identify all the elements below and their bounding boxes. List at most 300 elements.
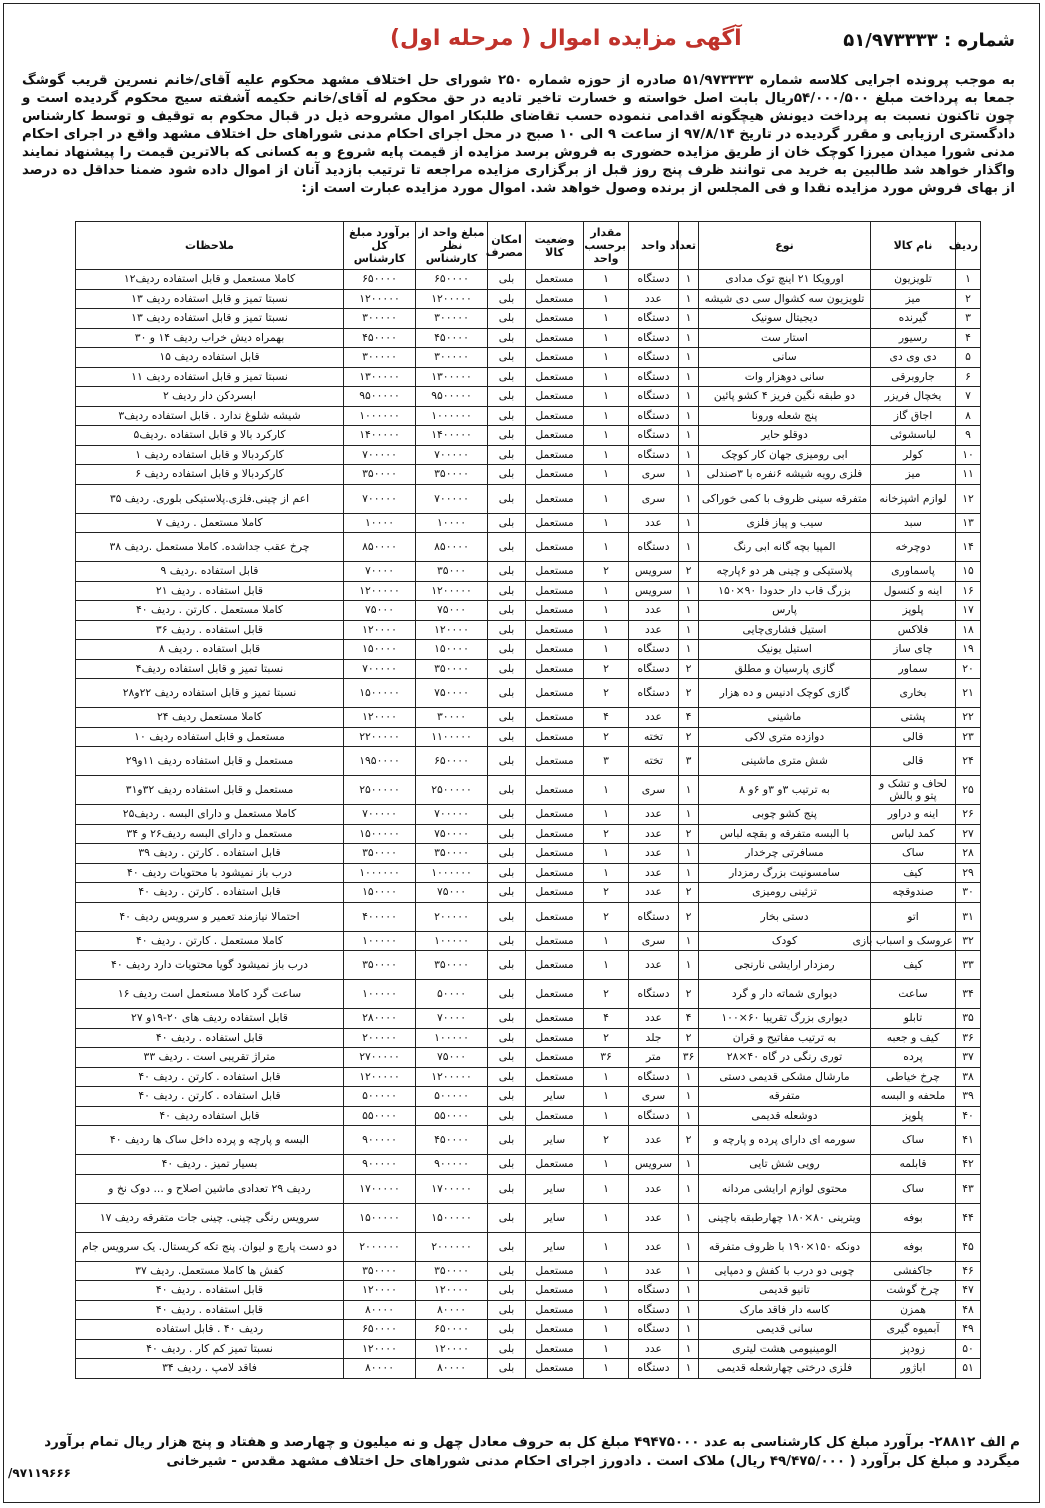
table-row <box>76 727 981 747</box>
table-cell: ۱۵۰۰۰۰ <box>416 640 488 660</box>
table-cell: دستگاه <box>629 1320 679 1340</box>
table-cell: ۲ <box>956 289 981 309</box>
table-cell: ۱ <box>679 1232 699 1261</box>
table-cell: ۸۵۰۰۰۰ <box>416 533 488 562</box>
table-cell: مارشال مشکی قدیمی دستی <box>699 1067 871 1087</box>
table-cell: ۱ <box>679 805 699 825</box>
table-cell: مستعمل <box>526 348 584 368</box>
table-cell: مستعمل و قابل استفاده ردیف ۱۰ <box>76 727 344 747</box>
table-cell: ۱ <box>679 1339 699 1359</box>
table-cell: ۴۴ <box>956 1203 981 1232</box>
table-cell: عدد <box>629 1339 679 1359</box>
table-row <box>76 844 981 864</box>
table-cell: ۲ <box>679 1028 699 1048</box>
table-cell: ۱ <box>584 1203 629 1232</box>
table-row <box>76 708 981 728</box>
table-cell: عدد <box>629 1203 679 1232</box>
table-cell: مستعمل <box>526 387 584 407</box>
table-cell: بلی <box>488 805 526 825</box>
table-cell: ۱۴۰۰۰۰۰ <box>344 426 416 446</box>
table-row <box>76 1174 981 1203</box>
table-cell: عدد <box>629 289 679 309</box>
table-cell: ۱۰۰۰۰۰ <box>416 931 488 951</box>
table-cell: ساک <box>871 844 956 864</box>
table-row <box>76 309 981 329</box>
table-cell: ۳۵۰۰۰۰ <box>416 465 488 485</box>
table-row <box>76 289 981 309</box>
table-cell: ۱ <box>679 951 699 980</box>
table-cell: ۱ <box>584 844 629 864</box>
table-cell: ۴ <box>956 328 981 348</box>
table-cell: ۱ <box>679 484 699 513</box>
table-cell: ۱۲۰۰۰۰ <box>344 620 416 640</box>
table-cell: ۱ <box>584 270 629 290</box>
table-cell: ۱۵۰۰۰۰۰ <box>416 1203 488 1232</box>
table-cell: ۳۵۰۰۰۰ <box>416 659 488 679</box>
table-cell: کاملا مستعمل . کارتن . ردیف ۴۰ <box>76 601 344 621</box>
table-cell: ۲ <box>584 727 629 747</box>
table-cell: ۲۸ <box>956 844 981 864</box>
table-cell: الومینیومی هشت لیتری <box>699 1339 871 1359</box>
table-cell: ۳۶ <box>584 1048 629 1068</box>
table-cell: ۴ <box>679 708 699 728</box>
table-cell: بلی <box>488 679 526 708</box>
table-cell: بلی <box>488 659 526 679</box>
table-cell: ۱ <box>679 601 699 621</box>
table-cell: ۳۵۰۰۰ <box>416 562 488 582</box>
table-cell: تخته <box>629 747 679 776</box>
table-cell: کارکرد بالا و قابل استفاده .ردیف۵ <box>76 426 344 446</box>
table-cell: بلی <box>488 1232 526 1261</box>
table-cell: عدد <box>629 824 679 844</box>
table-cell: بلی <box>488 484 526 513</box>
table-cell: مستعمل <box>526 406 584 426</box>
table-cell: ۱ <box>584 533 629 562</box>
table-cell: ۶۵۰۰۰۰ <box>416 1320 488 1340</box>
table-cell: مستعمل <box>526 1359 584 1379</box>
table-cell: ۱ <box>584 776 629 805</box>
table-cell: دی وی دی <box>871 348 956 368</box>
table-cell: تلویزیون <box>871 270 956 290</box>
table-cell: بلی <box>488 1155 526 1175</box>
table-cell: قابل استفاده . کارتن . ردیف ۴۰ <box>76 1087 344 1107</box>
table-cell: مستعمل <box>526 863 584 883</box>
column-header: وضعیت کالا <box>526 222 584 270</box>
table-cell: ۵۵۰۰۰۰ <box>416 1106 488 1126</box>
table-cell: ۳۱ <box>956 902 981 931</box>
table-cell: فاقد لامپ . ردیف ۳۴ <box>76 1359 344 1379</box>
table-cell: ۱ <box>679 1087 699 1107</box>
table-cell: نسبتا تمیز و قابل استفاده ردیف۴ <box>76 659 344 679</box>
table-cell: ۳۵۰۰۰۰ <box>344 465 416 485</box>
table-cell: ۱ <box>679 1359 699 1379</box>
table-cell: بلی <box>488 902 526 931</box>
table-cell: بلی <box>488 406 526 426</box>
table-cell: ۱۰۰۰۰۰۰ <box>416 863 488 883</box>
table-cell: ۱ <box>584 805 629 825</box>
table-cell: ۲ <box>584 1028 629 1048</box>
table-cell: مستعمل <box>526 270 584 290</box>
table-cell: کاملا مستعمل ردیف ۲۴ <box>76 708 344 728</box>
table-cell: ۱ <box>584 601 629 621</box>
table-cell: ۴۰ <box>956 1106 981 1126</box>
table-cell: سری <box>629 484 679 513</box>
table-cell: کیف <box>871 951 956 980</box>
table-cell: ۱ <box>584 309 629 329</box>
table-cell: مستعمل <box>526 289 584 309</box>
table-cell: بسیار تمیز . ردیف ۴۰ <box>76 1155 344 1175</box>
table-cell: مستعمل <box>526 1339 584 1359</box>
table-body <box>76 270 981 1379</box>
table-cell: مستعمل <box>526 883 584 903</box>
table-cell: ۱۲۰۰۰۰ <box>416 1281 488 1301</box>
table-cell: ۲۵ <box>956 776 981 805</box>
table-cell: عدد <box>629 601 679 621</box>
table-cell: ۱ <box>679 289 699 309</box>
table-cell: ۷۵۰۰۰ <box>416 883 488 903</box>
intro-paragraph: به موجب پرونده اجرایی کلاسه شماره ۵۱/۹۷۳۳۳۳ صادره از حوزه شماره ۲۵۰ شورای حل اختلاف مشهد محکوم علیه آقای/خانم نسرین قریب گوشگ جمعا به پرداخت مبلغ ۵۴/۰۰۰/۵۰۰ریال بابت اصل خواسته و خسارت تاخیر تادیه در حق محکوم له آقای/خانم حکیمه آشفته سیج محکوم گردیده است و چون تاکنون نسبت به پرداخت دیونش هیچگونه اقدامی ننموده حسب تقاضای طلبکار اموال مشروحه ذیل در قبال محکوم به توقیف و توسط کارشناس دادگستری ارزیابی و مقرر گردیده در تاریخ ۹۷/۸/۱۴ از ساعت ۹ الی ۱۰ صبح در محل اجرای احکام مدنی شوراهای حل اختلاف مشهد واقع در اجرای احکام مدنی شورا میدان میرزا کوچک خان از طریق مزایده حضوری به فروش برسد مزایده از قیمت پایه شروع و به کسانی که بالاترین قیمت را پیشنهاد نمایند واگذار خواهد شد طالبین به خرید می توانند ظرف پنج روز قبل از برگزاری مزایده مراجعه تا ترتیب بازدید آنان از اموال داده شود ضمنا حداقل ده درصد از بهای فروش مورد مزایده نقدا و فی المجلس از برنده وصول خواهد شد. اموال مورد مزایده عبارت است از: <box>22 73 1016 196</box>
table-cell: ۷۵۰۰۰۰ <box>416 824 488 844</box>
table-cell: ۵۰ <box>956 1339 981 1359</box>
table-cell: بلی <box>488 844 526 864</box>
table-cell: مستعمل <box>526 1106 584 1126</box>
table-cell: ۱۰۰۰۰۰۰ <box>344 406 416 426</box>
table-cell: المپیا بچه گانه ابی رنگ <box>699 533 871 562</box>
table-cell: عدد <box>629 1261 679 1281</box>
table-cell: ۴۶ <box>956 1261 981 1281</box>
table-cell: بلی <box>488 931 526 951</box>
table-cell: دستگاه <box>629 328 679 348</box>
table-cell: ۴۵ <box>956 1232 981 1261</box>
table-cell: ۱۲۰۰۰۰۰ <box>416 289 488 309</box>
table-cell: ۱ <box>679 465 699 485</box>
table-cell: ۳۵ <box>956 1009 981 1029</box>
table-cell: متفرقه سینی ظروف با کمی خوراکی <box>699 484 871 513</box>
table-cell: ۵۱ <box>956 1359 981 1379</box>
table-cell: دستگاه <box>629 1106 679 1126</box>
table-cell: بلی <box>488 824 526 844</box>
table-cell: ۳۰۰۰۰۰ <box>344 348 416 368</box>
table-cell: عدد <box>629 513 679 533</box>
table-cell: سانی قدیمی <box>699 1320 871 1340</box>
table-cell: چای ساز <box>871 640 956 660</box>
table-cell: دوازده متری لاکی <box>699 727 871 747</box>
table-cell: مستعمل <box>526 1009 584 1029</box>
table-cell: مستعمل <box>526 1048 584 1068</box>
table-cell: ۱ <box>679 533 699 562</box>
table-cell: ۲۳ <box>956 727 981 747</box>
table-cell: ۴ <box>584 1009 629 1029</box>
table-cell: ۱ <box>584 1232 629 1261</box>
table-cell: قابل استفاده . ردیف ۸ <box>76 640 344 660</box>
table-cell: کیف <box>871 863 956 883</box>
table-cell: کفش ها کاملا مستعمل. ردیف ۳۷ <box>76 1261 344 1281</box>
table-cell: ۷۰۰۰۰ <box>416 1009 488 1029</box>
table-cell: مستعمل <box>526 601 584 621</box>
table-cell: توری رنگی در گاه ۴۰×۲۸ <box>699 1048 871 1068</box>
table-cell: ۷۰۰۰۰۰ <box>416 445 488 465</box>
table-cell: مستعمل <box>526 679 584 708</box>
table-row <box>76 581 981 601</box>
table-cell: جلد <box>629 1028 679 1048</box>
table-cell: سرویس رنگی چینی. چینی جات متفرقه ردیف ۱۷ <box>76 1203 344 1232</box>
table-row <box>76 1126 981 1155</box>
table-cell: دستگاه <box>629 1281 679 1301</box>
table-cell: میز <box>871 465 956 485</box>
table-cell: استار ست <box>699 328 871 348</box>
table-cell: ۱۲۰۰۰۰۰ <box>344 581 416 601</box>
auction-items-table <box>75 221 981 1379</box>
table-cell: بلی <box>488 1339 526 1359</box>
column-header: مقدار برحسب واحد <box>584 222 629 270</box>
table-cell: ابسردکن دار ردیف ۲ <box>76 387 344 407</box>
table-cell: عدد <box>629 708 679 728</box>
table-cell: ۱۰ <box>956 445 981 465</box>
table-cell: ۵۰۰۰۰۰ <box>344 1087 416 1107</box>
table-cell: قابل استفاده . ردیف ۴۰ <box>76 1028 344 1048</box>
table-cell: ساعت گرد کاملا مستعمل است ردیف ۱۶ <box>76 980 344 1009</box>
table-cell: فلاکس <box>871 620 956 640</box>
table-cell: ۱ <box>679 931 699 951</box>
table-cell: ۲ <box>584 1126 629 1155</box>
table-row <box>76 465 981 485</box>
table-cell: دستگاه <box>629 1067 679 1087</box>
table-cell: ۲ <box>679 824 699 844</box>
table-cell: مستعمل <box>526 1281 584 1301</box>
table-cell: سرویس <box>629 562 679 582</box>
table-cell: ۷۰۰۰۰۰ <box>344 484 416 513</box>
table-cell: دستگاه <box>629 445 679 465</box>
table-cell: عدد <box>629 1126 679 1155</box>
table-cell: ۲۰۰۰۰۰ <box>344 1028 416 1048</box>
table-cell: اینه و کنسول <box>871 581 956 601</box>
table-cell: سماور <box>871 659 956 679</box>
table-cell: دستگاه <box>629 980 679 1009</box>
table-cell: سامسونیت بزرگ رمزدار <box>699 863 871 883</box>
table-cell: ۹ <box>956 426 981 446</box>
table-cell: رمزدار ارایشی نارنجی <box>699 951 871 980</box>
table-cell: کارکردبالا و قابل استفاده ردیف ۶ <box>76 465 344 485</box>
table-cell: تلویزیون سه کشوال سی دی شیشه <box>699 289 871 309</box>
table-cell: اورویکا ۲۱ اینچ توک مدادی <box>699 270 871 290</box>
table-cell: ۱ <box>584 1359 629 1379</box>
table-cell: ۱ <box>584 863 629 883</box>
notice-number: شماره : ۵۱/۹۷۳۳۳۳ <box>843 30 1015 51</box>
table-cell: ۸۵۰۰۰۰ <box>344 533 416 562</box>
table-cell: احتمالا نیازمند تعمیر و سرویس ردیف ۴۰ <box>76 902 344 931</box>
table-cell: ۶۵۰۰۰۰ <box>344 1320 416 1340</box>
table-cell: ۱۰۰۰۰۰۰ <box>416 406 488 426</box>
table-cell: ۱۶ <box>956 581 981 601</box>
table-cell: سرویس <box>629 581 679 601</box>
table-cell: کیف و جعبه <box>871 1028 956 1048</box>
table-cell: ۴۹ <box>956 1320 981 1340</box>
table-row <box>76 387 981 407</box>
table-cell: اینه و دراور <box>871 805 956 825</box>
table-cell: بلی <box>488 348 526 368</box>
table-cell: بلی <box>488 1203 526 1232</box>
table-cell: دو طبقه نگین فریز ۴ کشو پائین <box>699 387 871 407</box>
table-cell: ۱ <box>679 513 699 533</box>
table-cell: ۱ <box>679 328 699 348</box>
table-cell: بلی <box>488 387 526 407</box>
table-cell: بوفه <box>871 1203 956 1232</box>
table-cell: ۱۰۰۰۰ <box>416 513 488 533</box>
table-cell: بلی <box>488 445 526 465</box>
table-cell: ۱ <box>679 1300 699 1320</box>
table-cell: چوبی دو درب با کفش و دمپایی <box>699 1261 871 1281</box>
table-cell: سیب و پیاز فلزی <box>699 513 871 533</box>
table-cell: ۱۴ <box>956 533 981 562</box>
table-cell: اجاق گاز <box>871 406 956 426</box>
table-cell: بخاری <box>871 679 956 708</box>
table-row <box>76 1106 981 1126</box>
table-cell: ۲ <box>584 902 629 931</box>
table-cell: به ترتیب مفاتیح و قران <box>699 1028 871 1048</box>
table-cell: صندوقچه <box>871 883 956 903</box>
table-cell: متر <box>629 1048 679 1068</box>
table-cell: ۱۰۰۰۰۰ <box>416 1028 488 1048</box>
table-cell: مستعمل <box>526 659 584 679</box>
table-cell: گازی پارسیان و مطلق <box>699 659 871 679</box>
table-cell: اباژور <box>871 1359 956 1379</box>
table-cell: دستگاه <box>629 533 679 562</box>
table-cell: قابل استفاده .ردیف ۹ <box>76 562 344 582</box>
table-row <box>76 980 981 1009</box>
table-cell: مستعمل <box>526 844 584 864</box>
table-row <box>76 1203 981 1232</box>
table-cell: البسه و پارچه و پرده داخل ساک ها ردیف ۴۰ <box>76 1126 344 1155</box>
table-cell: تخته <box>629 727 679 747</box>
table-cell: ۱۲۰۰۰۰ <box>416 1339 488 1359</box>
table-cell: ۷۰۰۰۰۰ <box>416 484 488 513</box>
table-cell: ۱۲۰۰۰۰ <box>344 1281 416 1301</box>
table-cell: بلی <box>488 533 526 562</box>
table-cell: پارس <box>699 601 871 621</box>
table-cell: ۴۵۰۰۰۰ <box>416 328 488 348</box>
table-cell: عدد <box>629 1009 679 1029</box>
table-cell: ۱۳ <box>956 513 981 533</box>
table-cell: کمد لباس <box>871 824 956 844</box>
table-cell: ۴۰۰۰۰۰ <box>344 902 416 931</box>
table-cell: ۲۷ <box>956 824 981 844</box>
table-cell: پلوپز <box>871 1106 956 1126</box>
table-cell: ۲۵۰۰۰۰۰ <box>416 776 488 805</box>
table-cell: مستعمل و دارای البسه ردیف۲۶ و ۳۴ <box>76 824 344 844</box>
table-cell: ۱۵۰۰۰۰ <box>344 640 416 660</box>
table-row <box>76 1048 981 1068</box>
table-cell: ۱۰۰۰۰ <box>344 513 416 533</box>
table-cell: عدد <box>629 863 679 883</box>
table-cell: ۱ <box>584 640 629 660</box>
table-cell: دیجیتال سونیک <box>699 309 871 329</box>
table-cell: بلی <box>488 1359 526 1379</box>
table-row <box>76 659 981 679</box>
table-cell: سایر <box>526 1126 584 1155</box>
table-cell: ۲ <box>679 980 699 1009</box>
table-row <box>76 931 981 951</box>
table-cell: قابل استفاده . کارتن . ردیف ۳۹ <box>76 844 344 864</box>
table-cell: ۱ <box>584 445 629 465</box>
table-cell: ۷۰۰۰۰۰ <box>416 805 488 825</box>
table-cell: ۳۵۰۰۰۰ <box>344 951 416 980</box>
table-cell: دستگاه <box>629 309 679 329</box>
table-cell: ۳۳ <box>956 951 981 980</box>
table-cell: ماشینی <box>699 708 871 728</box>
table-cell: ۱۰۰۰۰۰ <box>344 980 416 1009</box>
table-cell: ۲۹ <box>956 863 981 883</box>
table-cell: ۱۷۰۰۰۰۰ <box>416 1174 488 1203</box>
table-header-row <box>76 222 981 270</box>
table-row <box>76 1359 981 1379</box>
table-cell: ۴۱ <box>956 1126 981 1155</box>
table-row <box>76 1067 981 1087</box>
header <box>40 26 1015 56</box>
table-cell: لباسشوئی <box>871 426 956 446</box>
table-cell: ۲ <box>679 562 699 582</box>
table-cell: ۱۲۰۰۰۰۰ <box>416 1067 488 1087</box>
table-cell: ۳ <box>679 747 699 776</box>
table-cell: ابی رومیزی جهان کار کوچک <box>699 445 871 465</box>
table-cell: ۶ <box>956 367 981 387</box>
table-cell: دستگاه <box>629 659 679 679</box>
table-cell: ۷ <box>956 387 981 407</box>
table-row <box>76 270 981 290</box>
table-cell: مستعمل <box>526 805 584 825</box>
table-cell: بهمراه دیش خراب ردیف ۱۴ و ۳۰ <box>76 328 344 348</box>
table-cell: ۳۰۰۰۰۰ <box>416 348 488 368</box>
table-cell: ۷۵۰۰۰۰ <box>416 679 488 708</box>
table-cell: زودپز <box>871 1339 956 1359</box>
table-cell: ۷۵۰۰۰ <box>416 601 488 621</box>
table-cell: ۱ <box>679 367 699 387</box>
table-cell: ۲ <box>584 562 629 582</box>
table-cell: ۲ <box>679 883 699 903</box>
column-header: نوع <box>699 222 871 270</box>
table-cell: بلی <box>488 747 526 776</box>
table-cell: ۱ <box>584 426 629 446</box>
table-cell: ۵۵۰۰۰۰ <box>344 1106 416 1126</box>
table-cell: ۶۵۰۰۰۰ <box>416 270 488 290</box>
table-cell: ۱ <box>584 1155 629 1175</box>
table-cell: ۳۷ <box>956 1048 981 1068</box>
table-cell: ۹۰۰۰۰۰ <box>344 1155 416 1175</box>
table-cell: ۲۴ <box>956 747 981 776</box>
table-cell: ۱۱۰۰۰۰۰ <box>416 727 488 747</box>
table-cell: عدد <box>629 1232 679 1261</box>
footer-text: م الف ۲۸۸۱۲- برآورد مبلغ کل کارشناسی به عدد ۴۹۴۷۵۰۰۰ مبلغ کل به حروف معادل چهل و نه میلیون و چهارصد و هفتاد و پنج هزار ریال تمام برآورد میگردد و مبلغ کل برآورد ( ۴۹/۴۷۵/۰۰۰ ریال) ملاک است . دادورز اجرای احکام مدنی شوراهای حل اختلاف مشهد مقدس - شیرخانی <box>44 1435 1020 1469</box>
table-cell: مستعمل <box>526 747 584 776</box>
table-cell: جاکفشی <box>871 1261 956 1281</box>
table-cell: بلی <box>488 727 526 747</box>
table-cell: ۱۵ <box>956 562 981 582</box>
table-cell: ۳۵۰۰۰۰ <box>416 844 488 864</box>
table-cell: ۷۰۰۰۰۰ <box>344 805 416 825</box>
table-cell: نسبتا تمیز و قابل استفاده ردیف ۱۳ <box>76 289 344 309</box>
table-cell: متفرقه <box>699 1087 871 1107</box>
table-cell: بلی <box>488 270 526 290</box>
table-cell: رویی شش تایی <box>699 1155 871 1175</box>
table-cell: کودک <box>699 931 871 951</box>
table-cell: ۲۲ <box>956 708 981 728</box>
table-cell: مستعمل <box>526 727 584 747</box>
table-cell: ۱۲ <box>956 484 981 513</box>
table-cell: فلزی درختی چهارشعله قدیمی <box>699 1359 871 1379</box>
table-cell: ۳۰۰۰۰ <box>416 708 488 728</box>
table-cell: مستعمل <box>526 776 584 805</box>
table-row <box>76 562 981 582</box>
table-cell: ۴ <box>584 708 629 728</box>
